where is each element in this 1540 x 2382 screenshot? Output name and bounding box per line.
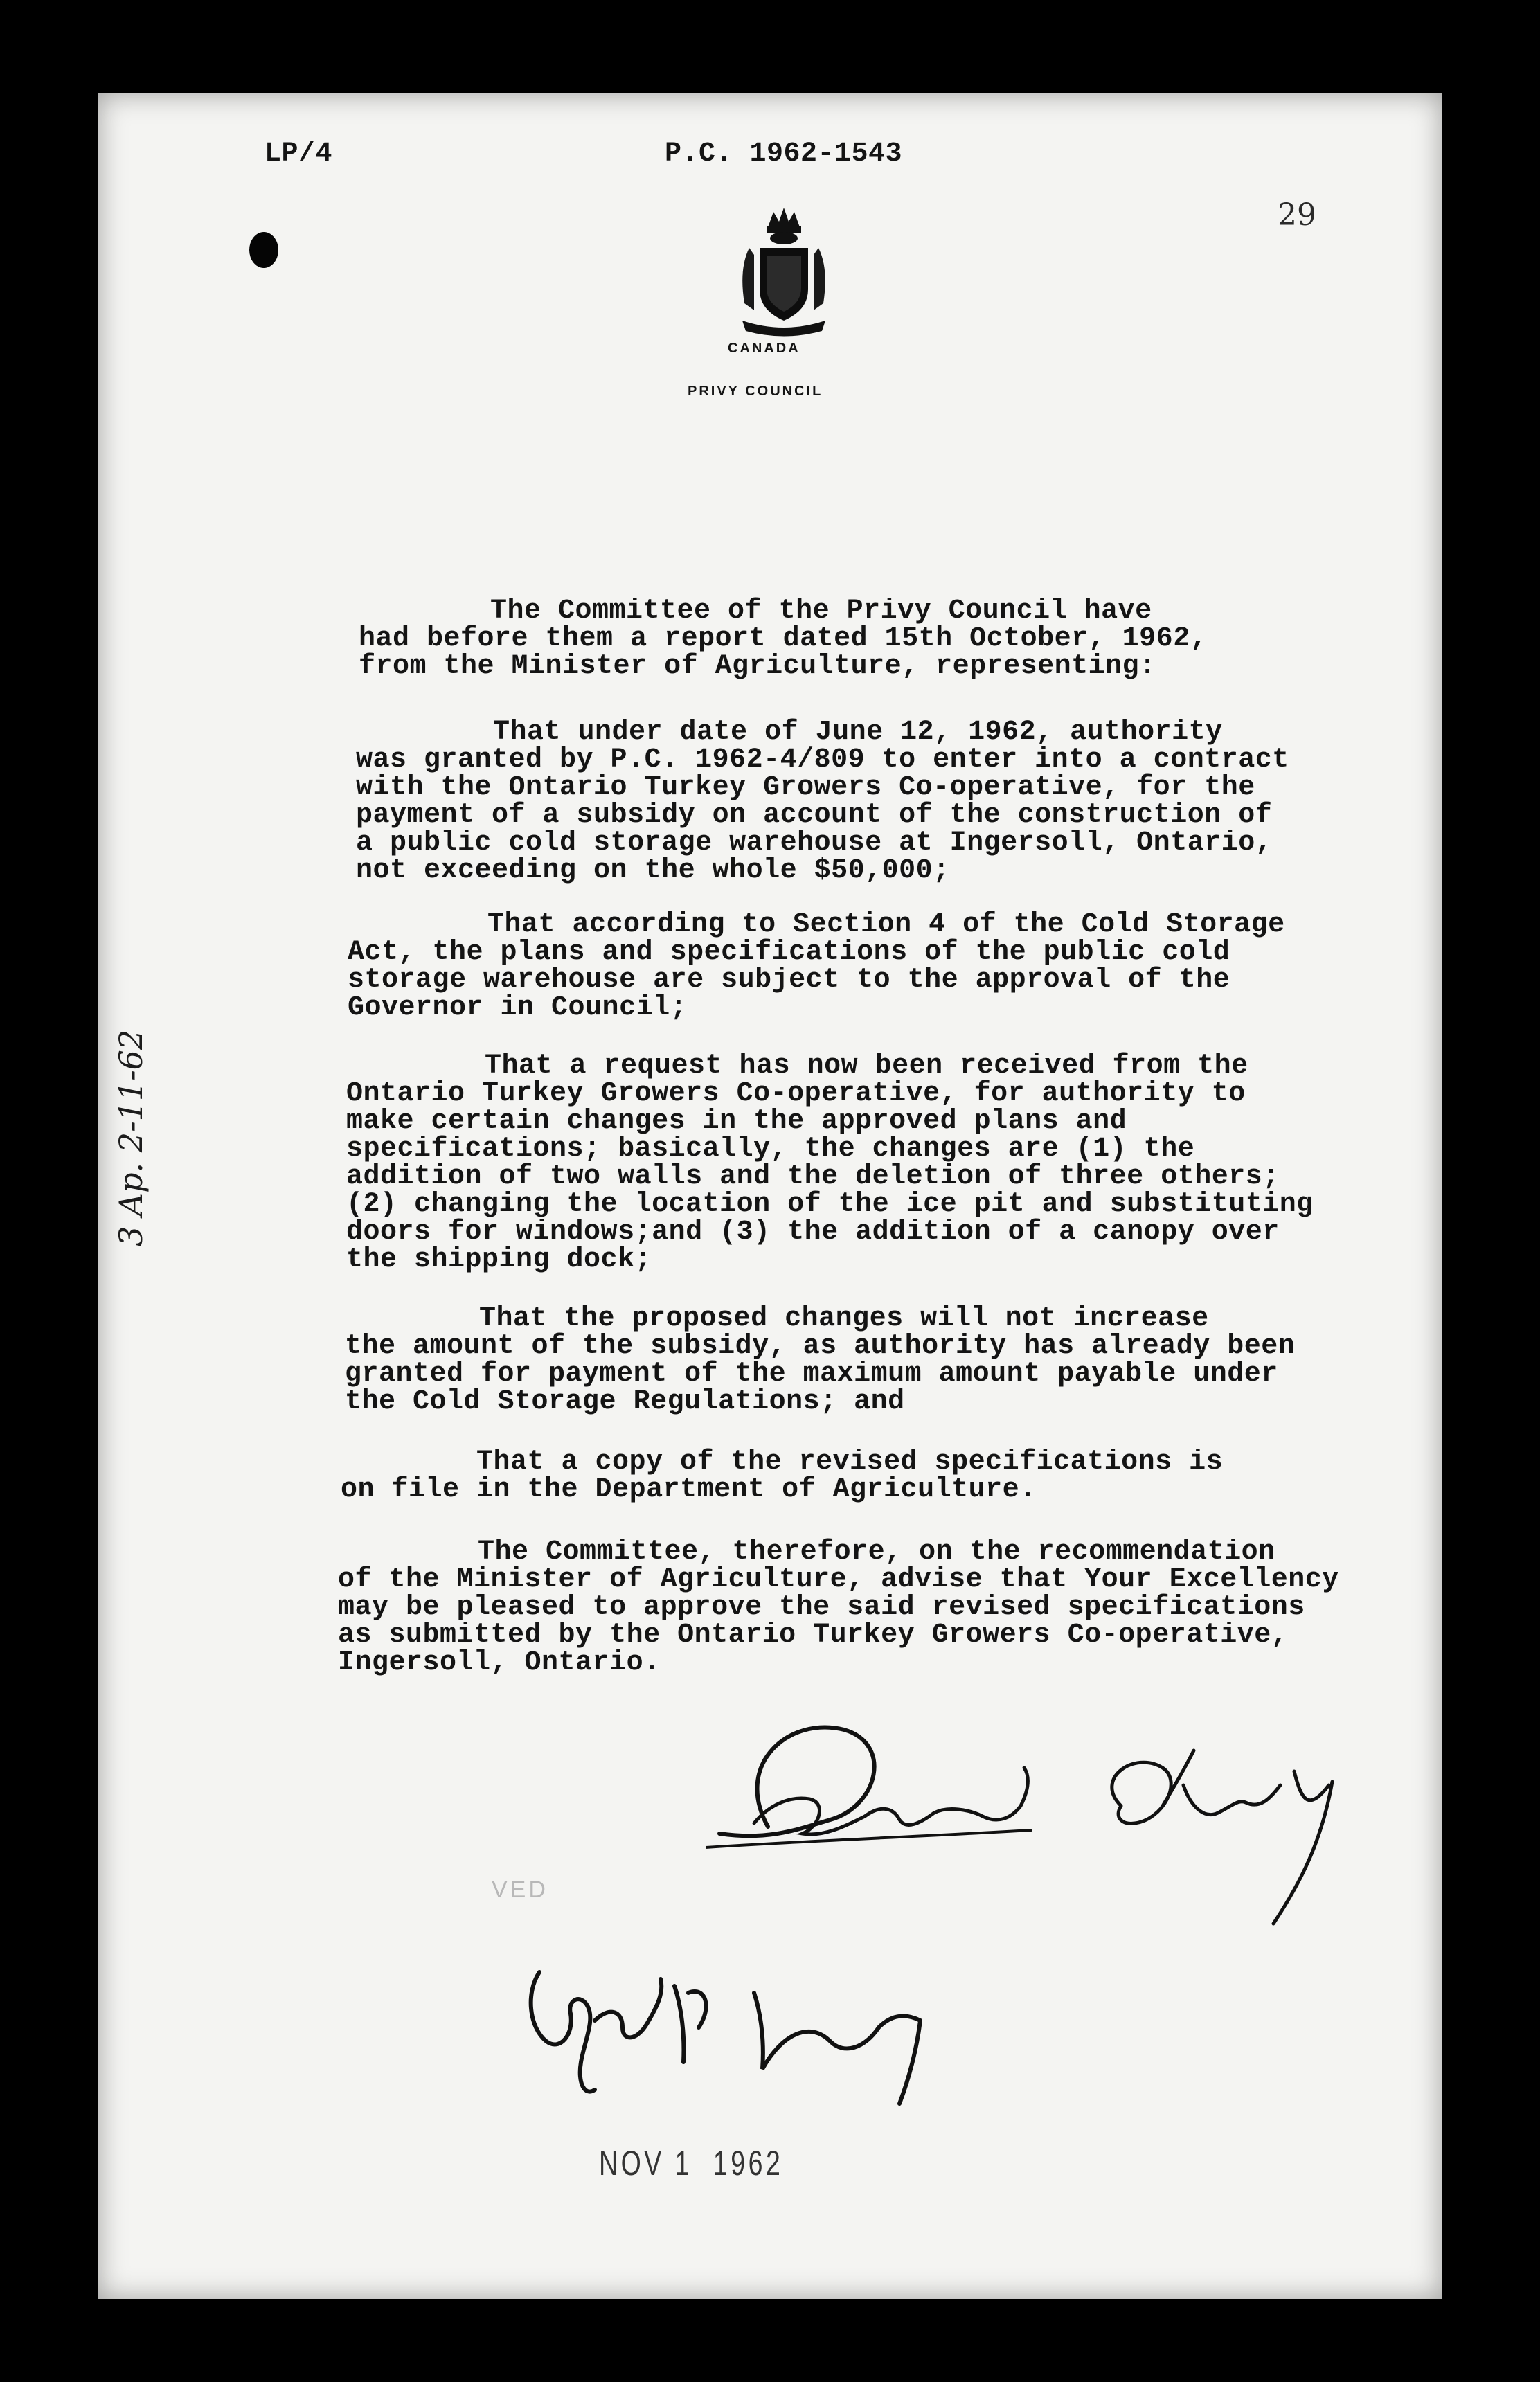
p3-line-2: Act, the plans and specifications of the public cold: [348, 937, 1230, 968]
p4-line-7: doors for windows;and (3) the addition of a canopy over: [346, 1217, 1280, 1248]
emblem-body: PRIVY COUNCIL: [688, 384, 823, 399]
p4-line-2: Ontario Turkey Growers Co-operative, for authority to: [346, 1078, 1246, 1109]
p4-line-1: That a request has now been received from the: [485, 1050, 1248, 1082]
punch-hole: [249, 232, 278, 268]
p5-line-2: the amount of the subsidy, as authority has already been: [345, 1331, 1296, 1362]
reference-code: LP/4: [265, 138, 333, 170]
p5-line-3: granted for payment of the maximum amount payable under: [345, 1359, 1278, 1390]
p4-line-8: the shipping dock;: [346, 1244, 652, 1275]
p4-line-4: specifications; basically, the changes are (1) the: [346, 1134, 1195, 1165]
p2-line-4: payment of a subsidy on account of the construction of: [356, 800, 1273, 831]
p2-line-2: was granted by P.C. 1962-4/809 to enter into a contract: [356, 744, 1289, 776]
p6-line-2: on file in the Department of Agriculture.: [341, 1474, 1037, 1505]
p2-line-5: a public cold storage warehouse at Ingersoll, Ontario,: [356, 827, 1273, 859]
margin-note: 3 Ap. 2-11-62: [112, 1029, 150, 1246]
p4-line-3: make certain changes in the approved plans and: [346, 1106, 1127, 1137]
p7-line-5: Ingersoll, Ontario.: [338, 1647, 661, 1678]
date-stamp: NOV 1 1962: [599, 2144, 784, 2183]
p1-line-2: had before them a report dated 15th October, 1962,: [359, 623, 1208, 654]
p7-line-3: may be pleased to approve the said revised specifications: [338, 1592, 1305, 1623]
p5-line-4: the Cold Storage Regulations; and: [345, 1386, 905, 1417]
p2-line-6: not exceeding on the whole $50,000;: [356, 855, 950, 886]
page-number: 29: [1278, 197, 1316, 233]
p2-line-3: with the Ontario Turkey Growers Co-operative, for the: [356, 772, 1255, 803]
p7-line-2: of the Minister of Agriculture, advise that Your Excellency: [338, 1564, 1339, 1595]
approved-stamp: VED: [492, 1877, 548, 1903]
p3-line-3: storage warehouse are subject to the approval of the: [348, 965, 1230, 996]
p3-line-1: That according to Section 4 of the Cold Storage: [487, 909, 1285, 940]
coat-of-arms-icon: [719, 194, 823, 325]
p2-line-1: That under date of June 12, 1962, authority: [493, 717, 1223, 748]
governor-signature: [505, 1932, 935, 2105]
p4-line-6: (2) changing the location of the ice pit and substituting: [346, 1189, 1314, 1220]
p7-line-1: The Committee, therefore, on the recommendation: [478, 1537, 1275, 1568]
p1-line-3: from the Minister of Agriculture, representing:: [359, 651, 1156, 682]
p4-line-5: addition of two walls and the deletion of three others;: [346, 1161, 1280, 1192]
order-number: P.C. 1962-1543: [665, 138, 903, 170]
p5-line-1: That the proposed changes will not increase: [479, 1303, 1209, 1334]
p1-line-1: The Committee of the Privy Council have: [490, 596, 1152, 627]
p7-line-4: as submitted by the Ontario Turkey Growers Co-operative,: [338, 1620, 1289, 1651]
p6-line-1: That a copy of the revised specifications is: [476, 1447, 1224, 1478]
p3-line-4: Governor in Council;: [348, 992, 688, 1023]
clerk-signature: [692, 1690, 1343, 1925]
emblem-country: CANADA: [728, 341, 800, 356]
